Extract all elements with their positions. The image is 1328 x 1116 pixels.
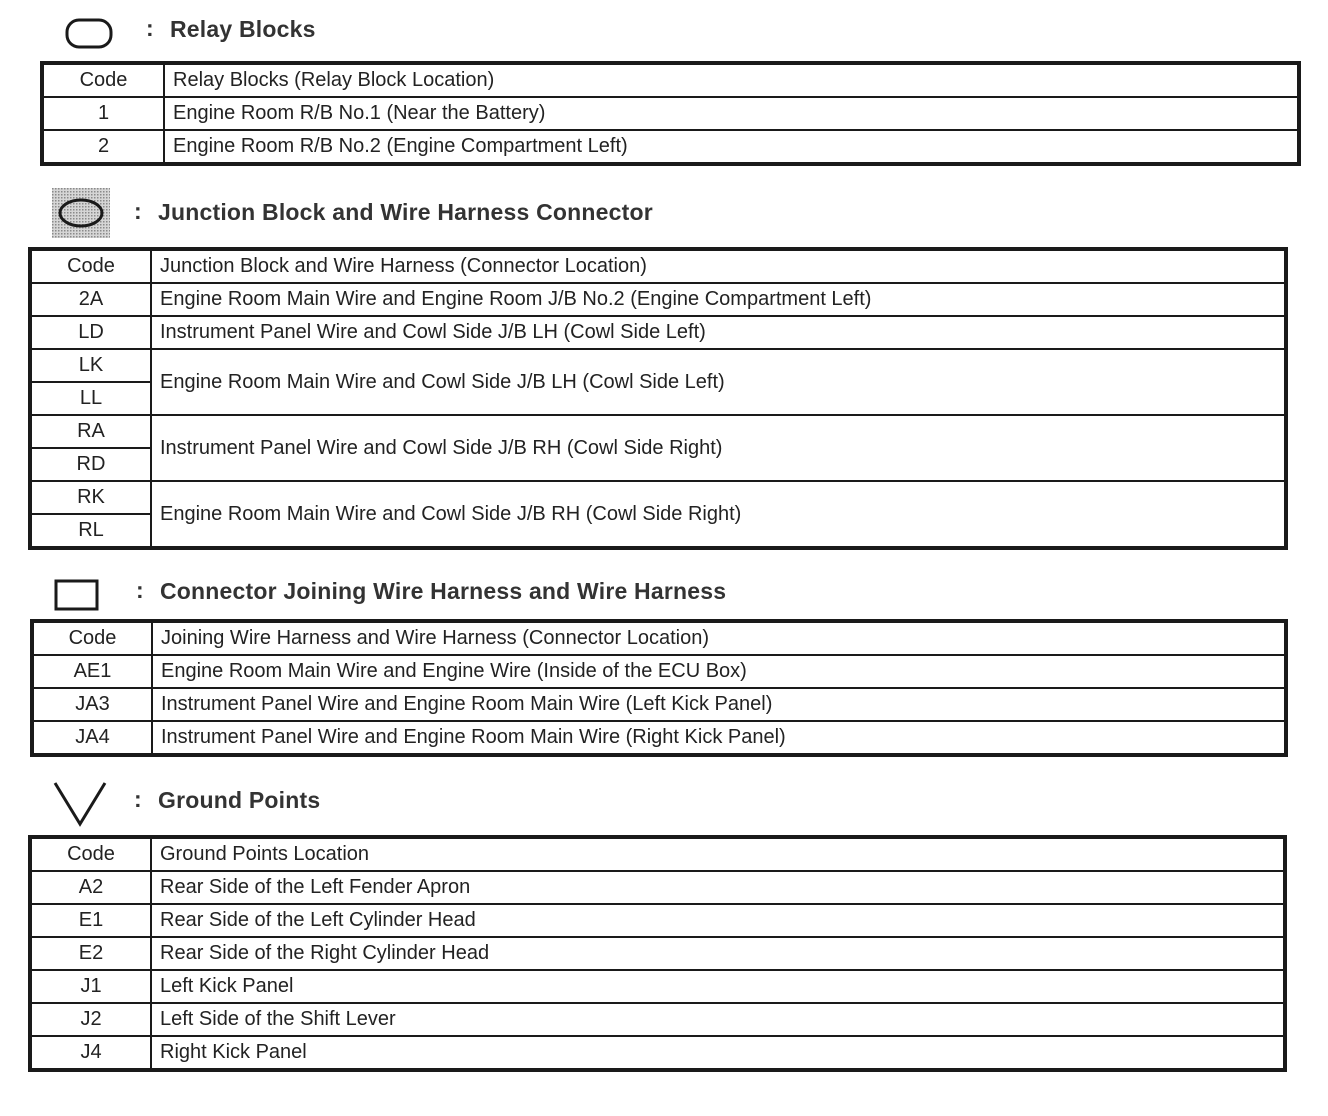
location-cell: Instrument Panel Wire and Engine Room Main Wire (Left Kick Panel) [152, 688, 1285, 721]
code-cell: RA [31, 415, 151, 448]
code-cell: J2 [31, 1003, 151, 1036]
code-cell: J4 [31, 1036, 151, 1069]
table-row [43, 97, 1298, 130]
code-cell: RL [31, 514, 151, 547]
code-cell: JA3 [33, 688, 152, 721]
code-header: Code [33, 622, 152, 655]
location-cell: Left Side of the Shift Lever [151, 1003, 1284, 1036]
table-row [31, 415, 1285, 448]
table-row [33, 688, 1285, 721]
location-cell: Left Kick Panel [151, 970, 1284, 1003]
code-cell: A2 [31, 871, 151, 904]
ground-colon: : [134, 786, 142, 812]
location-cell: Engine Room R/B No.2 (Engine Compartment Left) [164, 130, 1298, 163]
location-cell: Engine Room Main Wire and Cowl Side J/B LH (Cowl Side Left) [151, 349, 1285, 415]
table-header-row [33, 622, 1285, 655]
junction-colon: : [134, 198, 142, 224]
location-header: Joining Wire Harness and Wire Harness (Connector Location) [152, 622, 1285, 655]
table-row [31, 970, 1284, 1003]
code-cell: E2 [31, 937, 151, 970]
location-cell: Rear Side of the Left Cylinder Head [151, 904, 1284, 937]
code-cell: J1 [31, 970, 151, 1003]
table-row [31, 1036, 1284, 1069]
shaded-ellipse-icon [52, 188, 110, 238]
code-cell: RD [31, 448, 151, 481]
table-header-row [31, 250, 1285, 283]
table-row [43, 130, 1298, 163]
code-cell: 1 [43, 97, 164, 130]
down-triangle-icon [52, 778, 108, 828]
location-cell: Instrument Panel Wire and Engine Room Main Wire (Right Kick Panel) [152, 721, 1285, 754]
table-row [31, 316, 1285, 349]
junction-block-table [30, 249, 1286, 548]
code-header: Code [43, 64, 164, 97]
location-cell: Right Kick Panel [151, 1036, 1284, 1069]
location-cell: Engine Room Main Wire and Engine Room J/B No.2 (Engine Compartment Left) [151, 283, 1285, 316]
table-row [31, 871, 1284, 904]
joining-colon: : [136, 577, 144, 603]
ground-points-heading: Ground Points [158, 787, 321, 813]
junction-block-heading: Junction Block and Wire Harness Connector [158, 199, 653, 225]
table-row [33, 721, 1285, 754]
location-cell: Engine Room Main Wire and Engine Wire (Inside of the ECU Box) [152, 655, 1285, 688]
table-row [31, 937, 1284, 970]
table-row [31, 1003, 1284, 1036]
code-cell: RK [31, 481, 151, 514]
table-row [31, 283, 1285, 316]
code-cell: LD [31, 316, 151, 349]
code-cell: LL [31, 382, 151, 415]
code-cell: 2A [31, 283, 151, 316]
code-cell: LK [31, 349, 151, 382]
connector-joining-table [32, 621, 1286, 755]
location-cell: Engine Room Main Wire and Cowl Side J/B RH (Cowl Side Right) [151, 481, 1285, 547]
ground-points-table [30, 837, 1285, 1070]
table-row [31, 904, 1284, 937]
location-cell: Instrument Panel Wire and Cowl Side J/B RH (Cowl Side Right) [151, 415, 1285, 481]
code-cell: E1 [31, 904, 151, 937]
location-cell: Instrument Panel Wire and Cowl Side J/B LH (Cowl Side Left) [151, 316, 1285, 349]
table-header-row [43, 64, 1298, 97]
code-cell: JA4 [33, 721, 152, 754]
code-cell: 2 [43, 130, 164, 163]
code-cell: AE1 [33, 655, 152, 688]
rounded-rectangle-icon [64, 16, 114, 50]
location-cell: Rear Side of the Left Fender Apron [151, 871, 1284, 904]
table-row [31, 349, 1285, 382]
location-header: Junction Block and Wire Harness (Connector Location) [151, 250, 1285, 283]
table-header-row [31, 838, 1284, 871]
relay-blocks-heading: Relay Blocks [170, 16, 316, 42]
code-header: Code [31, 250, 151, 283]
table-row [33, 655, 1285, 688]
relay-blocks-table [42, 63, 1299, 164]
relay-colon: : [146, 15, 154, 41]
location-cell: Rear Side of the Right Cylinder Head [151, 937, 1284, 970]
code-header: Code [31, 838, 151, 871]
location-header: Ground Points Location [151, 838, 1284, 871]
square-icon [54, 578, 100, 612]
connector-joining-heading: Connector Joining Wire Harness and Wire Harness [160, 578, 727, 604]
location-header: Relay Blocks (Relay Block Location) [164, 64, 1298, 97]
table-row [31, 481, 1285, 514]
location-cell: Engine Room R/B No.1 (Near the Battery) [164, 97, 1298, 130]
